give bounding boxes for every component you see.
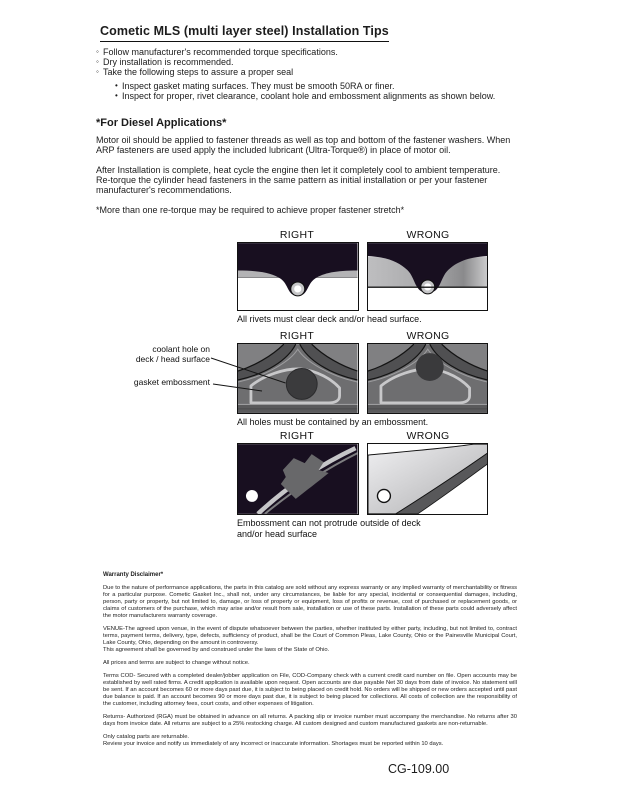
wrong-label: WRONG: [406, 229, 450, 241]
disclaimer-paragraph: VENUE-The agreed upon venue, in the event of dispute whatsoever between the parties, whether instituted by either party, including, but not limited to, contract terms, payment terms, delivery, type, defects, sufficiency of product, shall be the Court of Common Pleas, Lake County, Ohio or the Painesville Municipal Court, Lake County, Ohio, depending on the amount in controversy.: [103, 626, 517, 646]
disclaimer-paragraph: Due to the nature of performance applications, the parts in this catalog are sold without any express warranty or any implied warranty of merchantability or fitness for a particular purpose. Cometic Gasket Inc., shall not, under any circumstances, be liable for any special, incidental or consequential damages, including, person, party or property, but not limited to, damage, or loss of property or equipment, loss of profits or revenue, cost of purchased or replacement goods, or claims of customers of the purchase, which may arise and/or result from sale, installation or use of these parts. Installation of these parts could adversely affect the motor manufacturers warranty coverage.: [103, 585, 517, 619]
wrong-label: WRONG: [406, 430, 450, 442]
disclaimer-paragraph: Review your invoice and notify us immediately of any incorrect or inaccurate information. Shortages must be reported within 10 days.: [103, 741, 444, 747]
right-label: RIGHT: [279, 229, 315, 241]
protrusion-right-diagram: [237, 443, 359, 515]
callout-line: coolant hole on: [152, 344, 210, 354]
right-label: RIGHT: [279, 430, 315, 442]
tip-text: Follow manufacturer's recommended torque specifications.: [103, 47, 338, 57]
diesel-paragraph-1: Motor oil should be applied to fastener threads as well as top and bottom of the fastener washers. When ARP fasteners are used apply the included lubricant (Ultra-Torque®) in place of motor oil.: [96, 135, 511, 155]
right-label: RIGHT: [279, 330, 315, 342]
list-item: [96, 57, 566, 67]
rivet-wrong-diagram: [367, 242, 489, 311]
diesel-paragraph-2: After Installation is complete, heat cycle the engine then let it completely cool to ambient temperature. Re-torque the cylinder head fasteners in the same pattern as initial installation or per your fastener manufacturer's recommendations.: [96, 165, 501, 195]
coolant-hole-right-diagram: [237, 343, 359, 414]
disclaimer-paragraph: Returns- Authorized (RGA) must be obtained in advance on all returns. A packing slip or invoice number must accompany the merchandise. No returns after 30 days from invoice date. All returns are subject to a 25% restocking charge. All custom designed and custom manufactured gaskets are non-returnable.: [103, 714, 517, 727]
diesel-applications-heading: *For Diesel Applications*: [96, 117, 227, 129]
diagram-row-protrusion: [237, 430, 488, 540]
tip-text: Dry installation is recommended.: [103, 57, 234, 67]
tip-text: Inspect for proper, rivet clearance, coolant hole and embossment alignments as shown below.: [122, 91, 496, 101]
retorque-note: *More than one re-torque may be required to achieve proper fastener stretch*: [96, 205, 405, 215]
row2-caption: All holes must be contained by an embossment.: [237, 417, 429, 427]
rivet-right-diagram: [237, 242, 359, 311]
coolant-hole-wrong-diagram: [367, 343, 489, 414]
wrong-label: WRONG: [406, 330, 450, 342]
list-item: [115, 91, 566, 101]
protrusion-wrong-diagram: [367, 443, 489, 515]
disclaimer-paragraph: Terms COD- Secured with a completed dealer/jobber application on File, COD-Company check with a current credit card number on file. Open accounts may be established by well rated firms. A credit application is available upon request. Open accounts are due payable Net 30 days from date of invoice. No statement will be sent. If an account becomes 60 or more days past due, it is subject to being placed on credit hold. No orders will be shipped or new orders accepted until past due balance is paid. If an account becomes 90 or more days past due, it is subject to being placed for collections. All costs of collection are the responsibility of the customer, including attorney fees, court costs, and other expenses of litigation.: [103, 673, 517, 707]
disclaimer-paragraph: This agreement shall be governed by and construed under the laws of the State of Ohio.: [103, 647, 330, 653]
coolant-hole-callout-label: [118, 345, 210, 364]
row1-caption: All rivets must clear deck and/or head surface.: [237, 314, 422, 324]
disclaimer-heading: Warranty Disclaimer*: [103, 572, 164, 578]
list-item: [96, 47, 566, 57]
list-item: [115, 81, 566, 91]
row3-caption: Embossment can not protrude outside of deck and/or head surface: [237, 518, 421, 539]
tip-text: Take the following steps to assure a proper seal: [103, 67, 294, 77]
tip-text: Inspect gasket mating surfaces. They must be smooth 50RA or finer.: [122, 81, 395, 91]
page-title: Cometic MLS (multi layer steel) Installation Tips: [100, 24, 389, 42]
list-item: [96, 67, 566, 77]
disclaimer-paragraph: All prices and terms are subject to change without notice.: [103, 660, 250, 666]
callout-line: deck / head surface: [135, 353, 210, 364]
installation-tips-list: [96, 47, 566, 101]
gasket-embossment-callout-label: gasket embossment: [133, 377, 210, 387]
page-code: CG-109.00: [388, 762, 450, 776]
disclaimer-paragraph: Only catalog parts are returnable.: [103, 734, 190, 740]
diagram-row-rivets: [237, 229, 488, 325]
warranty-disclaimer-section: [103, 572, 517, 754]
diagram-row-holes: [237, 330, 488, 428]
